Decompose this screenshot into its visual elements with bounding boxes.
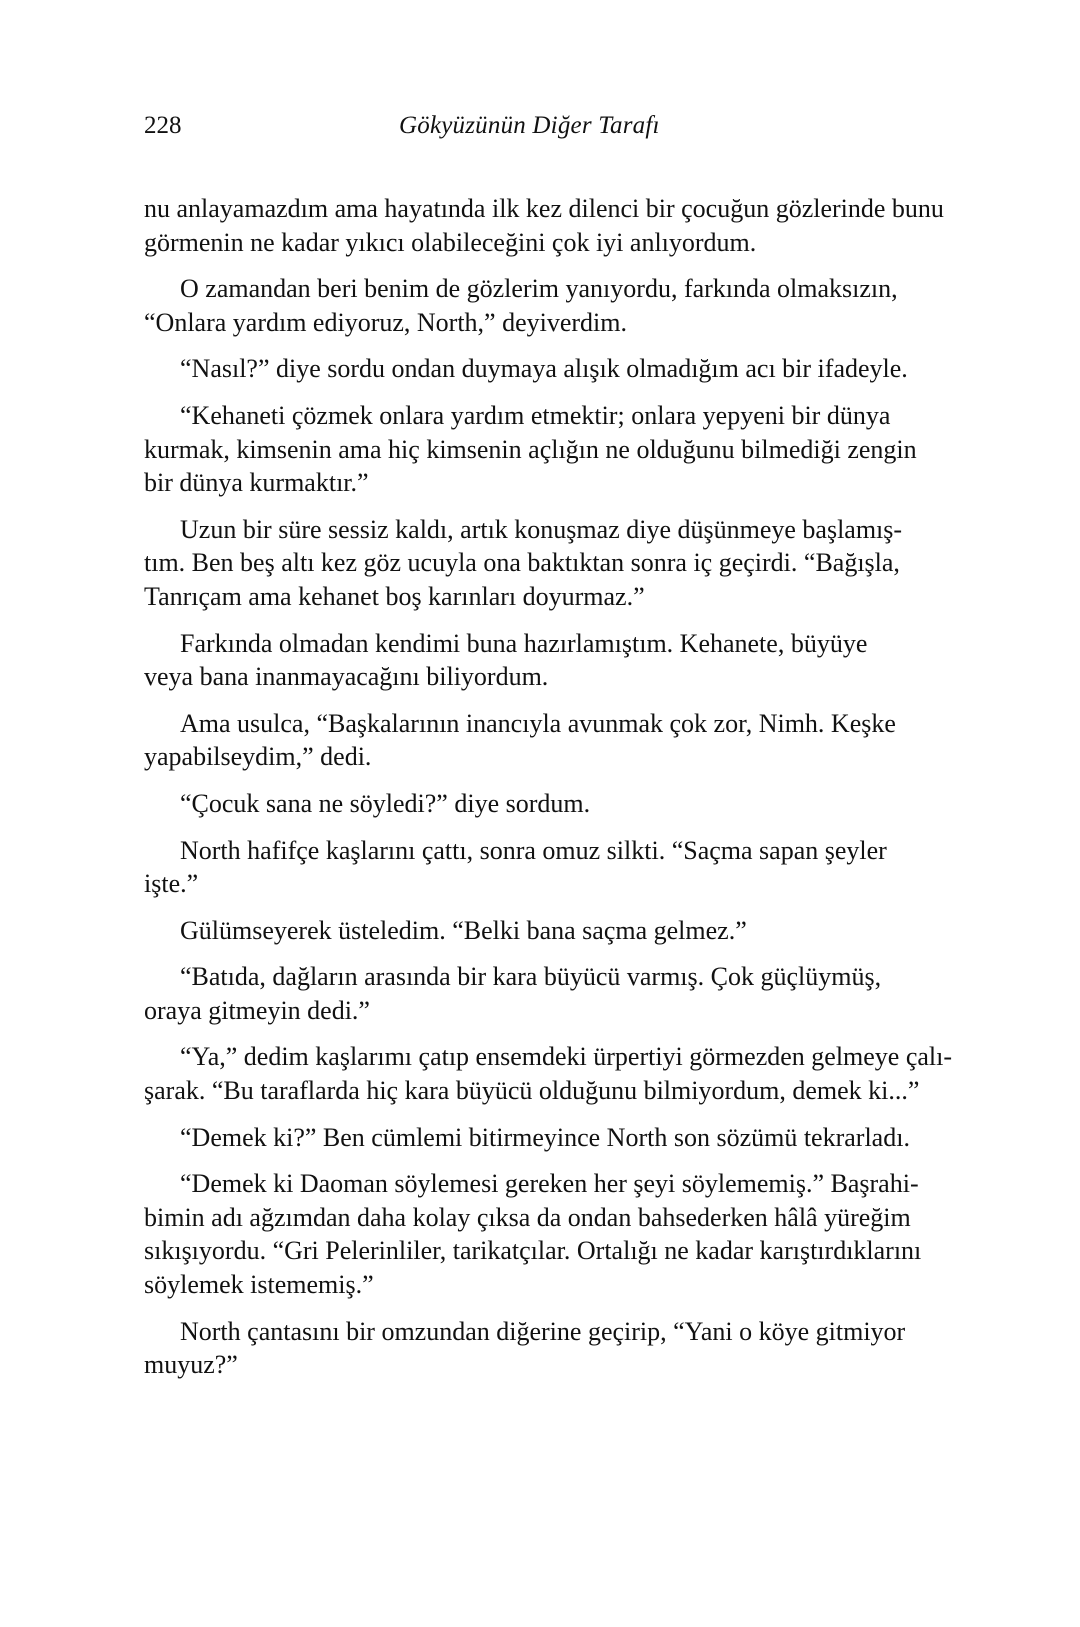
paragraph	[144, 1121, 934, 1155]
running-title: Gökyüzünün Diğer Tarafı	[399, 112, 660, 139]
text-line: “Onlara yardım ediyoruz, North,” deyiverdim.	[144, 307, 627, 337]
text-line: sıkışıyordu. “Gri Pelerinliler, tarikatçılar. Ortalığı ne kadar karıştırdıklarını	[144, 1236, 922, 1266]
text-line: “Demek ki Daoman söylemesi gereken her şeyi söylememiş.” Başrahi-	[180, 1169, 919, 1199]
text-line: Farkında olmadan kendimi buna hazırlamıştım. Kehanete, büyüye	[180, 628, 868, 658]
text-line: tım. Ben beş altı kez göz ucuyla ona baktıktan sonra iç geçirdi. “Bağışla,	[144, 548, 900, 578]
paragraph	[144, 192, 944, 259]
paragraph	[144, 513, 934, 614]
text-line: North çantasını bir omzundan diğerine geçirip, “Yani o köye gitmiyor	[180, 1316, 906, 1346]
text-line: görmenin ne kadar yıkıcı olabileceğini çok iyi anlıyordum.	[144, 227, 757, 257]
paragraph	[144, 1040, 953, 1107]
text-line: veya bana inanmayacağını biliyordum.	[144, 662, 549, 692]
text-line: Uzun bir süre sessiz kaldı, artık konuşmaz diye düşünmeye başlamış-	[180, 514, 903, 544]
text-line: “Kehaneti çözmek onlara yardım etmektir; onlara yepyeni bir dünya	[180, 400, 891, 430]
paragraph	[144, 960, 934, 1027]
paragraph	[144, 627, 934, 694]
paragraph	[144, 787, 934, 821]
body-text	[144, 192, 953, 1395]
page-header	[144, 112, 934, 148]
text-line: nu anlayamazdım ama hayatında ilk kez dilenci bir çocuğun gözlerinde bunu	[144, 194, 944, 223]
text-line: O zamandan beri benim de gözlerim yanıyordu, farkında olmaksızın,	[180, 274, 898, 304]
paragraph	[144, 1167, 934, 1301]
text-line: söylemek istememiş.”	[144, 1270, 374, 1300]
text-line: Tanrıçam ama kehanet boş karınları doyurmaz.”	[144, 581, 645, 611]
paragraph	[144, 1315, 934, 1382]
text-line: “Çocuk sana ne söyledi?” diye sordum.	[180, 788, 591, 818]
text-line: “Demek ki?” Ben cümlemi bitirmeyince North son sözümü tekrarladı.	[180, 1122, 910, 1152]
text-line: “Nasıl?” diye sordu ondan duymaya alışık olmadığım acı bir ifadeyle.	[180, 354, 908, 384]
paragraph	[144, 352, 934, 386]
text-line: “Ya,” dedim kaşlarımı çatıp ensemdeki ürpertiyi görmezden gelmeye çalı-	[180, 1042, 953, 1072]
paragraph	[144, 707, 934, 774]
text-line: bir dünya kurmaktır.”	[144, 468, 369, 498]
page-number: 228	[144, 112, 182, 139]
paragraph	[144, 834, 934, 901]
paragraph	[144, 399, 934, 500]
paragraph	[144, 272, 934, 339]
text-line: Ama usulca, “Başkalarının inancıyla avunmak çok zor, Nimh. Keşke	[180, 708, 896, 738]
text-line: şarak. “Bu taraflarda hiç kara büyücü olduğunu bilmiyordum, demek ki...”	[144, 1076, 920, 1106]
text-line: işte.”	[144, 869, 199, 899]
text-line: kurmak, kimsenin ama hiç kimsenin açlığın ne olduğunu bilmediği zengin	[144, 434, 917, 464]
text-line: yapabilseydim,” dedi.	[144, 742, 372, 772]
text-line: “Batıda, dağların arasında bir kara büyücü varmış. Çok güçlüymüş,	[180, 962, 882, 992]
text-line: oraya gitmeyin dedi.”	[144, 995, 370, 1025]
text-line: muyuz?”	[144, 1350, 238, 1380]
text-line: bimin adı ağzımdan daha kolay çıksa da ondan bahsederken hâlâ yüreğim	[144, 1202, 911, 1232]
text-line: North hafifçe kaşlarını çattı, sonra omuz silkti. “Saçma sapan şeyler	[180, 835, 887, 865]
paragraph	[144, 914, 934, 948]
text-line: Gülümseyerek üsteledim. “Belki bana saçma gelmez.”	[180, 915, 747, 945]
